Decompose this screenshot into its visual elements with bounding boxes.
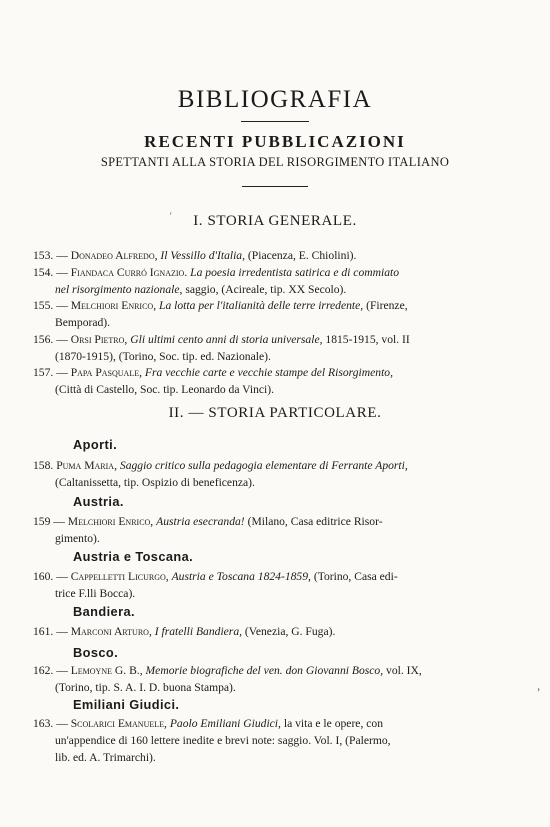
entry-author: Cappelletti Licurgo, xyxy=(70,570,169,583)
entry-line xyxy=(33,364,508,381)
entry-title: Memorie biografiche del ven. don Giovanni Bosco, xyxy=(145,664,384,677)
entry-number: 163. xyxy=(33,717,54,730)
stray-mark: ' xyxy=(170,211,172,221)
section-heading-general: I. STORIA GENERALE. xyxy=(193,213,357,229)
entry-publication: (Città di Castello, Soc. tip. Leonardo da Vinci). xyxy=(55,383,275,397)
entry-line xyxy=(33,513,508,530)
entry-line xyxy=(33,662,508,679)
entry-line xyxy=(33,732,508,749)
entry-dash: — xyxy=(56,625,68,638)
entry-title: I fratelli Bandiera, xyxy=(154,625,243,638)
entry-number: 156. xyxy=(33,333,54,346)
bibliography-entry xyxy=(33,662,508,696)
entry-title: nel risorgimento nazionale, xyxy=(55,283,183,297)
entry-number: 155. xyxy=(33,299,54,312)
entry-author: Lemoyne G. B., xyxy=(70,664,143,677)
entry-number: 154. xyxy=(33,266,54,279)
entry-title: La poesia irredentista satirica e di commiato xyxy=(190,266,400,279)
entry-publication: lib. ed. A. Trimarchi). xyxy=(55,751,156,765)
entry-author: Puma Maria, xyxy=(56,459,117,472)
entry-title: Saggio critico sulla pedagogia elementare di Ferrante Aporti, xyxy=(119,459,408,472)
bibliography-entry xyxy=(33,364,508,398)
entry-publication: saggio, (Acireale, tip. XX Secolo). xyxy=(185,283,347,297)
entry-dash: — xyxy=(56,664,68,677)
bibliography-entry xyxy=(33,715,508,767)
subtitle-secondary: SPETTANTI ALLA STORIA DEL RISORGIMENTO ITALIANO xyxy=(100,155,450,169)
entry-line xyxy=(33,381,508,398)
entry-line xyxy=(33,457,508,474)
topic-heading: Emiliani Giudici. xyxy=(73,697,180,712)
topic-heading: Austria e Toscana. xyxy=(73,549,194,564)
entry-author: Scolarici Emanuele, xyxy=(70,717,167,730)
entry-title: Il Vessillo d'Italia, xyxy=(160,249,246,262)
entry-author: Donadeo Alfredo, xyxy=(70,249,158,262)
entry-number: 157. xyxy=(33,366,54,379)
entry-line xyxy=(33,314,508,331)
entry-publication: gimento). xyxy=(55,532,100,546)
entry-line xyxy=(33,281,508,298)
entry-line xyxy=(33,568,508,585)
entry-dash: — xyxy=(56,249,68,262)
bibliography-entry xyxy=(33,264,508,298)
entry-line xyxy=(33,679,508,696)
subtitle: RECENTI PUBBLICAZIONI xyxy=(144,132,406,151)
entry-dash: — xyxy=(53,515,65,528)
entry-title: La lotta per l'italianità delle terre irredente, xyxy=(159,299,364,312)
entry-dash: — xyxy=(56,570,68,583)
entry-title: Austria esecranda! xyxy=(156,515,245,528)
entry-publication: (Piacenza, E. Chiolini). xyxy=(247,249,357,262)
bibliography-entry xyxy=(33,247,508,264)
section-heading-particular: II. — STORIA PARTICOLARE. xyxy=(168,405,382,421)
bibliography-entry xyxy=(33,457,508,491)
entry-number: 160. xyxy=(33,570,54,583)
entry-title: Gli ultimi cento anni di storia universale, xyxy=(130,333,323,346)
entry-title: Paolo Emiliani Giudici, xyxy=(169,717,281,730)
entry-line xyxy=(33,715,508,732)
entry-line xyxy=(33,297,508,314)
entry-dash: — xyxy=(56,266,68,279)
topic-heading: Aporti. xyxy=(73,437,118,452)
entry-author: Orsi Pietro, xyxy=(70,333,128,346)
entry-author: Fiandaca Curró Ignazio. xyxy=(70,266,188,279)
entry-publication: Bemporad). xyxy=(55,316,111,330)
stray-mark: › xyxy=(537,684,540,694)
entry-number: 159 xyxy=(33,515,51,528)
entry-line xyxy=(33,474,508,491)
entry-line xyxy=(33,264,508,281)
entry-publication: (Torino, Casa edi- xyxy=(313,570,398,583)
topic-heading: Bandiera. xyxy=(73,604,135,619)
entry-author: Papa Pasquale, xyxy=(70,366,142,379)
entry-number: 158. xyxy=(33,459,54,472)
entry-publication: un'appendice di 160 lettere inedite e brevi note: saggio. Vol. I, (Palermo, xyxy=(55,734,391,748)
entry-publication: 1815-1915, vol. II xyxy=(325,333,410,346)
entry-line xyxy=(33,749,508,766)
entry-title: Austria e Toscana 1824-1859, xyxy=(171,570,311,583)
entry-line xyxy=(33,530,508,547)
title-rule xyxy=(241,121,309,122)
entry-line xyxy=(33,247,508,264)
entry-author: Melchiori Enrico, xyxy=(67,515,154,528)
entry-author: Marconi Arturo, xyxy=(70,625,152,638)
entry-dash: — xyxy=(56,299,68,312)
bibliography-entry xyxy=(33,297,508,331)
entry-number: 161. xyxy=(33,625,54,638)
entry-publication: trice F.lli Bocca). xyxy=(55,587,136,601)
topic-heading: Bosco. xyxy=(73,645,119,660)
entry-line xyxy=(33,585,508,602)
bibliography-entry xyxy=(33,568,508,602)
entry-publication: la vita e le opere, con xyxy=(283,717,383,730)
entry-publication: vol. IX, xyxy=(386,664,422,677)
entry-number: 162. xyxy=(33,664,54,677)
entry-title: Fra vecchie carte e vecchie stampe del Risorgimento, xyxy=(144,366,393,379)
bibliography-entry xyxy=(33,513,508,547)
bibliography-entry xyxy=(33,331,508,365)
entry-line xyxy=(33,623,508,640)
entry-author: Melchiori Enrico, xyxy=(70,299,157,312)
entry-dash: — xyxy=(56,333,68,346)
entry-line xyxy=(33,348,508,365)
subtitle-rule xyxy=(242,186,308,187)
entry-dash: — xyxy=(56,717,68,730)
entry-publication: (1870-1915), (Torino, Soc. tip. ed. Nazionale). xyxy=(55,350,271,364)
entry-publication: (Caltanissetta, tip. Ospizio di beneficenza). xyxy=(55,476,255,490)
entry-publication: (Torino, tip. S. A. I. D. buona Stampa). xyxy=(55,681,236,695)
entry-publication: (Firenze, xyxy=(366,299,408,312)
entry-publication: (Venezia, G. Fuga). xyxy=(244,625,336,638)
entry-line xyxy=(33,331,508,348)
page-title: BIBLIOGRAFIA xyxy=(177,86,373,113)
entry-number: 153. xyxy=(33,249,54,262)
entry-dash: — xyxy=(56,366,68,379)
topic-heading: Austria. xyxy=(73,494,124,509)
bibliography-entry xyxy=(33,623,508,640)
entry-publication: (Milano, Casa editrice Risor- xyxy=(247,515,383,528)
